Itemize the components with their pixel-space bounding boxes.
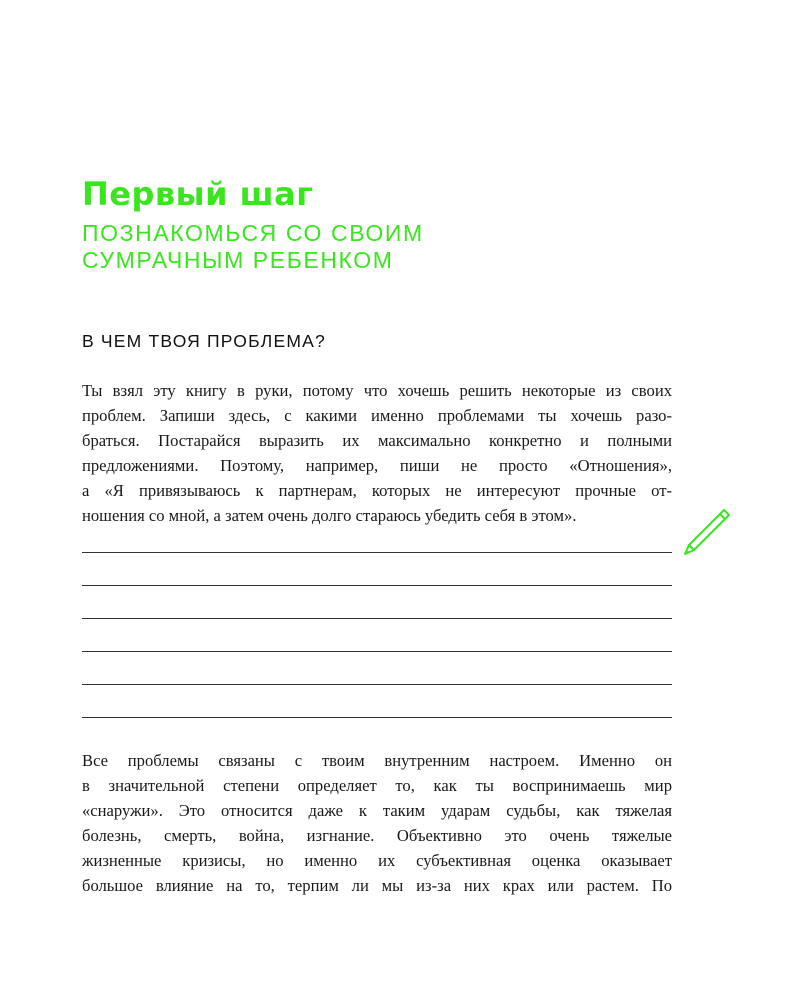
writing-line[interactable] xyxy=(82,651,672,652)
chapter-subtitle xyxy=(82,220,424,274)
paragraph-line: ношения со мной, а затем очень долго стараюсь убедить себя в этом». xyxy=(82,506,577,525)
paragraph-line: Все проблемы связаны с твоим внутренним настроем. Именно он xyxy=(82,751,672,770)
paragraph-line: большое влияние на то, терпим ли мы из-за них крах или растем. По xyxy=(82,876,672,895)
paragraph-line: жизненные кризисы, но именно их субъективная оценка оказывает xyxy=(82,851,672,870)
chapter-subtitle-line: СУМРАЧНЫМ РЕБЕНКОМ xyxy=(82,247,394,273)
paragraph-line: а «Я привязываюсь к партнерам, которых не интересуют прочные от- xyxy=(82,481,672,500)
chapter-title: Первый шаг xyxy=(82,175,314,213)
paragraph-line: предложениями. Поэтому, например, пиши не просто «Отношения», xyxy=(82,456,672,475)
section-heading: В ЧЕМ ТВОЯ ПРОБЛЕМА? xyxy=(82,331,326,351)
pencil-icon xyxy=(680,504,732,558)
writing-line[interactable] xyxy=(82,552,672,553)
paragraph-line: проблем. Запиши здесь, с какими именно проблемами ты хочешь разо- xyxy=(82,406,672,425)
writing-line[interactable] xyxy=(82,717,672,718)
paragraph-line: болезнь, смерть, война, изгнание. Объективно это очень тяжелые xyxy=(82,826,672,845)
paragraph-line: браться. Постарайся выразить их максимально конкретно и полными xyxy=(82,431,672,450)
chapter-subtitle-line: ПОЗНАКОМЬСЯ СО СВОИМ xyxy=(82,220,424,246)
writing-line[interactable] xyxy=(82,585,672,586)
paragraph-line: в значительной степени определяет то, как ты воспринимаешь мир xyxy=(82,776,672,795)
writing-line[interactable] xyxy=(82,618,672,619)
paragraph-line: Ты взял эту книгу в руки, потому что хочешь решить некоторые из своих xyxy=(82,381,672,400)
paragraph-line: «снаружи». Это относится даже к таким ударам судьбы, как тяжелая xyxy=(82,801,672,820)
writing-line[interactable] xyxy=(82,684,672,685)
